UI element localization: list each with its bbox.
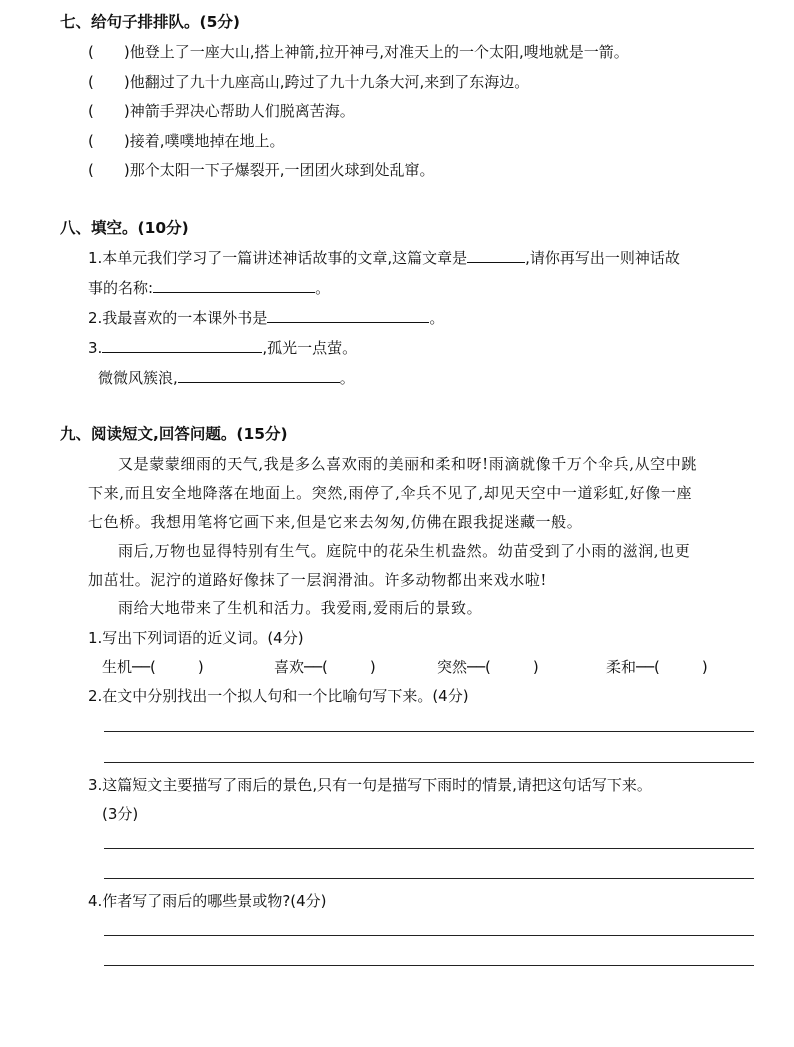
answer-line[interactable]: [104, 731, 754, 732]
reading-question-3: 3.这篇短文主要描写了雨后的景色,只有一句是描写下雨时的情景,请把这句话写下来。: [88, 776, 652, 794]
order-item-text: 他登上了一座大山,搭上神箭,拉开神弓,对准天上的一个太阳,嗖地就是一箭。: [129, 43, 629, 61]
answer-blank[interactable]: [267, 307, 429, 323]
synonym-item-1: 生机──( ): [102, 658, 204, 676]
passage-line: 七色桥。我想用笔将它画下来,但是它来去匆匆,仿佛在跟我捉迷藏一般。: [88, 513, 583, 531]
answer-blank[interactable]: [102, 337, 262, 353]
fill-question-1-cont: 事的名称: 。: [88, 279, 331, 297]
reading-question-3-score: (3分): [102, 805, 139, 823]
answer-blank[interactable]: [178, 367, 340, 383]
passage-line: 又是蒙蒙细雨的天气,我是多么喜欢雨的美丽和柔和呀!雨滴就像千万个伞兵,从空中跳: [118, 455, 697, 473]
passage-line: 下来,而且安全地降落在地面上。突然,雨停了,伞兵不见了,却见天空中一道彩虹,好像一座: [88, 484, 693, 502]
passage-line: 加茁壮。泥泞的道路好像抹了一层润滑油。许多动物都出来戏水啦!: [88, 571, 548, 589]
synonym-item-2: 喜欢──( ): [274, 658, 376, 676]
answer-line[interactable]: [104, 878, 754, 879]
reading-question-2: 2.在文中分别找出一个拟人句和一个比喻句写下来。(4分): [88, 687, 469, 705]
fill-question-2: 2.我最喜欢的一本课外书是 。: [88, 309, 445, 327]
order-item-2: ( )他翻过了九十九座高山,跨过了九十九条大河,来到了东海边。: [88, 73, 530, 91]
reading-question-4: 4.作者写了雨后的哪些景或物?(4分): [88, 892, 327, 910]
section-9-title: 九、阅读短文,回答问题。(15分): [60, 425, 288, 443]
synonym-item-4: 柔和──( ): [606, 658, 708, 676]
answer-line[interactable]: [104, 935, 754, 936]
answer-line[interactable]: [104, 762, 754, 763]
fill-question-1: 1.本单元我们学习了一篇讲述神话故事的文章,这篇文章是 ,请你再写出一则神话故: [88, 249, 680, 267]
synonym-item-3: 突然──( ): [437, 658, 539, 676]
answer-line[interactable]: [104, 848, 754, 849]
order-item-text: 神箭手羿决心帮助人们脱离苦海。: [129, 102, 355, 120]
passage-line: 雨给大地带来了生机和活力。我爱雨,爱雨后的景致。: [118, 599, 483, 617]
order-item-5: ( )那个太阳一下子爆裂开,一团团火球到处乱窜。: [88, 161, 435, 179]
section-8-title: 八、填空。(10分): [60, 219, 189, 237]
answer-blank[interactable]: [467, 247, 525, 263]
answer-line[interactable]: [104, 965, 754, 966]
fill-question-3-cont: 微微风簇浪, 。: [98, 369, 355, 387]
section-7-title: 七、给句子排排队。(5分): [60, 13, 240, 31]
order-item-text: 接着,噗噗地掉在地上。: [129, 132, 285, 150]
fill-question-3: 3. ,孤光一点萤。: [88, 339, 358, 357]
reading-question-1: 1.写出下列词语的近义词。(4分): [88, 629, 304, 647]
order-item-1: ( )他登上了一座大山,搭上神箭,拉开神弓,对准天上的一个太阳,嗖地就是一箭。: [88, 43, 629, 61]
answer-blank[interactable]: [153, 277, 315, 293]
passage-line: 雨后,万物也显得特别有生气。庭院中的花朵生机盎然。幼苗受到了小雨的滋润,也更: [118, 542, 691, 560]
order-item-4: ( )接着,噗噗地掉在地上。: [88, 132, 285, 150]
order-item-text: 他翻过了九十九座高山,跨过了九十九条大河,来到了东海边。: [129, 73, 530, 91]
order-item-3: ( )神箭手羿决心帮助人们脱离苦海。: [88, 102, 355, 120]
order-item-text: 那个太阳一下子爆裂开,一团团火球到处乱窜。: [129, 161, 435, 179]
